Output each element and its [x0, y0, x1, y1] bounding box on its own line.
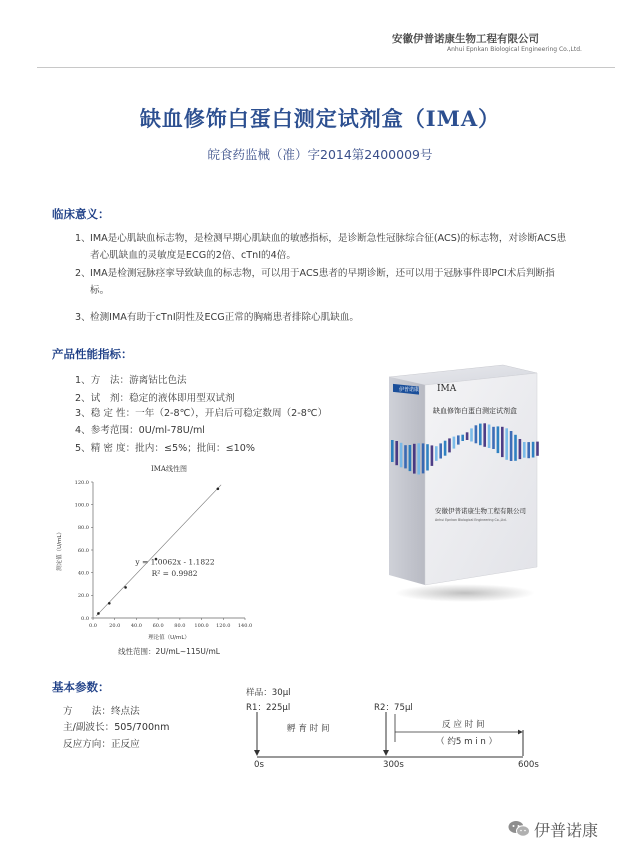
item-text-line2: 者心肌缺血的灵敏度是ECG的2倍、cTnI的4倍。 [90, 250, 296, 261]
wave-bar [483, 423, 486, 447]
timeline-diagram [240, 700, 560, 765]
wave-bar [479, 424, 482, 446]
wave-bar [417, 443, 420, 474]
y-tick-label: 60.0 [77, 547, 89, 554]
approval-number: 皖食药监械（准）字2014第2400009号 [207, 147, 433, 162]
wechat-icon [508, 820, 530, 838]
wave-bar [505, 428, 508, 460]
x-tick-label: 120.0 [216, 623, 231, 629]
wave-bar [453, 437, 456, 449]
data-point [124, 586, 127, 589]
wave-bar [492, 427, 495, 449]
time-0s: 0s [254, 760, 264, 770]
x-tick-label: 0.0 [89, 623, 97, 629]
x-tick-label: 140.0 [237, 623, 253, 629]
time-600s: 600s [518, 760, 539, 770]
performance-item: 4、参考范围：0U/ml-78U/ml [75, 425, 205, 436]
wave-bar [431, 445, 434, 466]
y-axis-label: 测定值（U/mL） [57, 529, 63, 571]
box-side-face [389, 377, 425, 585]
wave-bar [439, 443, 442, 458]
wave-bar [536, 442, 539, 456]
clinical-item [75, 265, 605, 303]
box-front-company: 安徽伊普诺康生物工程有限公司 [435, 507, 526, 515]
wave-bar [435, 446, 438, 461]
y-tick-label: 120.0 [74, 479, 89, 486]
item-number: 1、 [75, 233, 91, 244]
wave-bar [532, 442, 535, 458]
basic-param: 方 法：终点法 [63, 706, 140, 717]
reaction-label: 反 应 时 间 [442, 720, 485, 730]
performance-heading: 产品性能指标： [52, 347, 133, 361]
wave-bar [409, 445, 412, 471]
chart-title: IMA线性图 [151, 465, 187, 473]
x-tick-label: 80.0 [174, 623, 186, 629]
product-box-svg [385, 355, 545, 605]
r1-volume: R1：225μl [246, 703, 291, 713]
wave-bar [426, 444, 429, 470]
x-tick-label: 40.0 [130, 623, 142, 629]
wave-bar [488, 425, 491, 449]
data-point [108, 602, 111, 605]
box-logo-text: 伊普诺康 [399, 387, 420, 393]
item-text-line1: IMA是检测冠脉痉挛导致缺血的标志物，可以用于ACS患者的早期诊断，还可以用于冠脉事件即PCI术后判断指 [90, 268, 555, 279]
wave-bar [527, 442, 530, 458]
wave-bar [444, 441, 447, 456]
r2-volume: R2：75μl [374, 703, 413, 713]
clinical-list [75, 230, 605, 329]
item-number: 3、 [75, 312, 91, 323]
box-shadow [395, 584, 535, 602]
x-tick-label: 100.0 [194, 623, 209, 629]
wave-bar [501, 427, 504, 457]
wave-bar [457, 435, 460, 444]
clinical-heading: 临床意义： [52, 207, 110, 221]
basic-param: 反应方向：正反应 [63, 739, 140, 750]
chart-svg [45, 458, 265, 658]
box-top-label: IMA [437, 384, 457, 394]
item-text-line1: 检测IMA有助于cTnI阴性及ECG正常的胸痛患者排除心肌缺血。 [90, 312, 359, 323]
box-front-company-en: Anhui Epnkan Biological Engineering Co.,Ltd. [435, 518, 507, 522]
wave-bar [497, 426, 500, 453]
wechat-account-name: 伊普诺康 [534, 821, 599, 840]
page-title: 缺血修饰白蛋白测定试剂盒（IMA） [139, 106, 501, 131]
data-point [97, 612, 100, 615]
y-tick-label: 0.0 [81, 615, 89, 622]
wave-bar [523, 442, 526, 458]
company-name-en: Anhui Epnkan Biological Engineering Co.,Ltd. [447, 46, 582, 53]
wave-bar [461, 435, 464, 441]
y-tick-label: 40.0 [77, 570, 89, 577]
wave-bar [466, 432, 469, 440]
box-front-label: 缺血修饰白蛋白测定试剂盒 [433, 407, 517, 415]
y-tick-label: 80.0 [77, 525, 89, 532]
sample-volume: 样品：30μl [246, 688, 291, 698]
wave-bar [475, 425, 478, 443]
box-front-face [425, 373, 537, 585]
linearity-chart [45, 458, 265, 658]
wave-bar [510, 431, 513, 461]
x-tick-label: 20.0 [109, 623, 121, 629]
x-tick-label: 60.0 [152, 623, 164, 629]
wave-bar [514, 435, 517, 461]
time-300s: 300s [383, 760, 404, 770]
wave-bar [470, 428, 473, 441]
wave-bar [422, 443, 425, 473]
performance-item: 3、稳 定 性：一年（2-8℃），开启后可稳定数周（2-8℃） [75, 408, 328, 419]
item-text-line2: 标。 [90, 285, 110, 296]
basic-param: 主/副波长：505/700nm [63, 722, 170, 733]
performance-item: 2、试 剂：稳定的液体即用型双试剂 [75, 393, 235, 404]
x-axis-label: 理论值（U/mL） [148, 635, 190, 641]
r-squared: R² = 0.9982 [151, 569, 198, 579]
wave-bar [395, 441, 398, 465]
wave-bar [400, 443, 403, 468]
clinical-item [75, 309, 605, 329]
reaction-duration: （ 约5 m i n ） [436, 737, 498, 747]
basic-heading: 基本参数： [52, 680, 110, 694]
fit-line [96, 485, 221, 616]
fit-equation: y = 1.0062x - 1.1822 [135, 557, 215, 567]
header-divider [37, 67, 615, 68]
wave-bar [404, 445, 407, 468]
wave-bar [413, 444, 416, 474]
performance-item: 1、方 法：游离钴比色法 [75, 375, 187, 386]
linear-range-caption: 线性范围：2U/mL~115U/mL [118, 647, 220, 656]
performance-item: 5、精 密 度：批内：≤5%；批间：≤10% [75, 443, 255, 454]
incubation-label: 孵 育 时 间 [287, 724, 330, 734]
item-text-line1: IMA是心肌缺血标志物，是检测早期心肌缺血的敏感指标，是诊断急性冠脉综合征(ACS)的标志物，对诊断ACS患 [90, 233, 567, 244]
wave-bar [519, 439, 522, 459]
wave-bar [448, 438, 451, 452]
company-name-cn: 安徽伊普诺康生物工程有限公司 [392, 33, 539, 45]
y-tick-label: 100.0 [74, 502, 89, 509]
data-point [217, 488, 220, 491]
item-number: 2、 [75, 268, 91, 279]
wave-bar [391, 440, 394, 462]
product-box-image [385, 355, 545, 605]
y-tick-label: 20.0 [77, 593, 89, 600]
clinical-item [75, 230, 605, 268]
